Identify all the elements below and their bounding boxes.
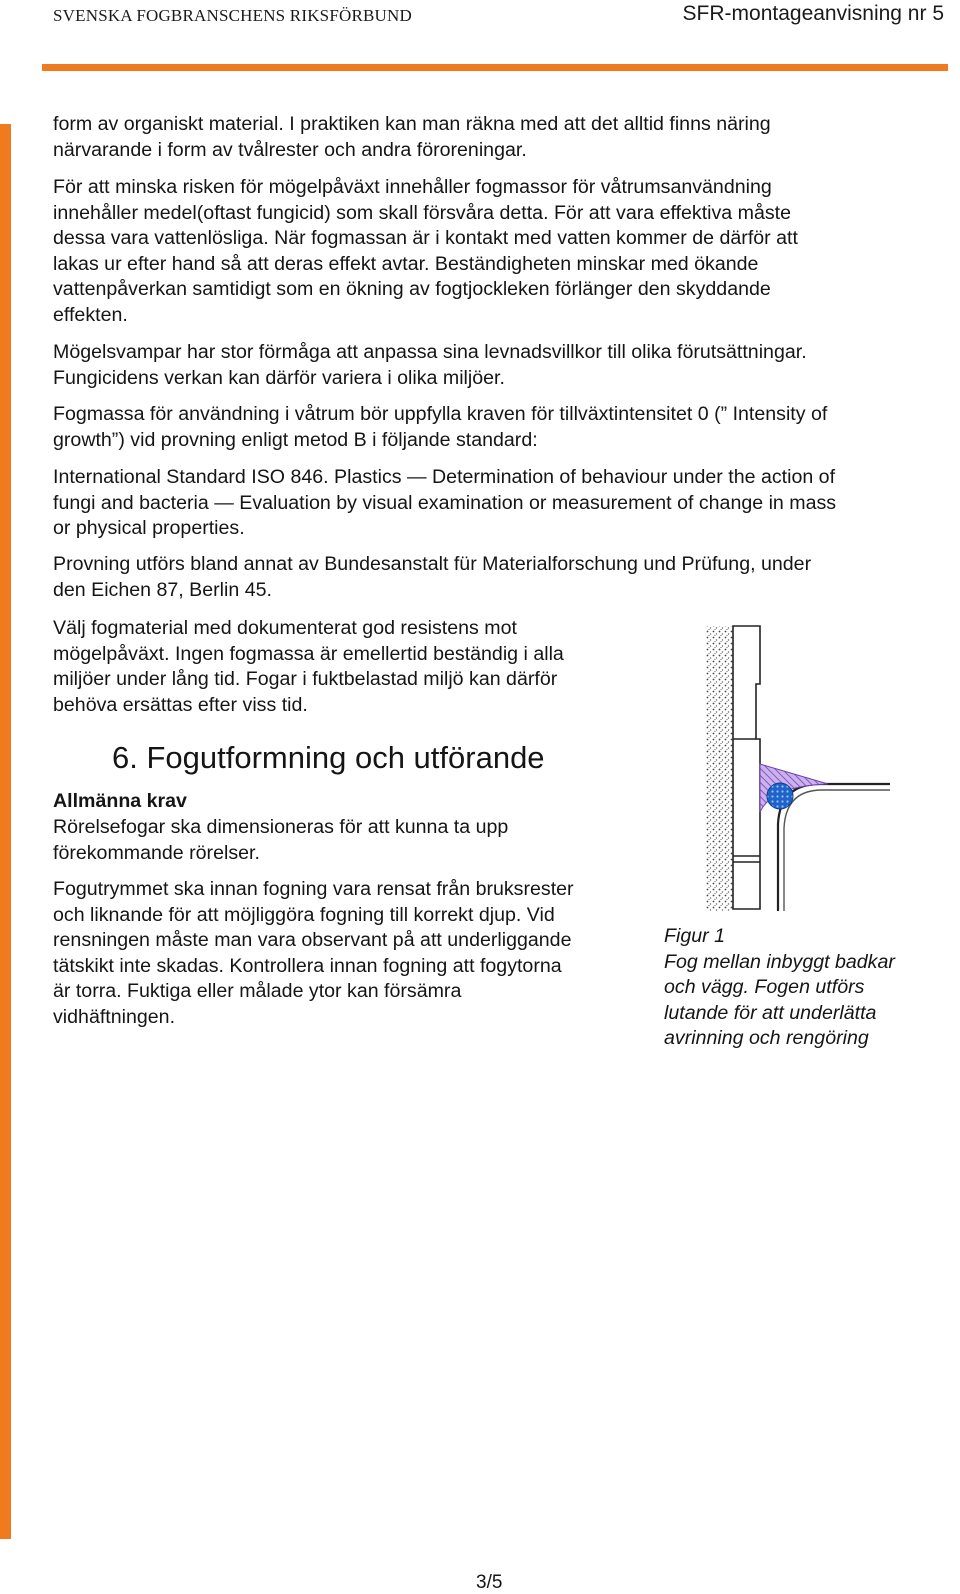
caption-line: Fog mellan inbyggt badkar — [664, 950, 895, 973]
text-line: Välj fogmaterial med dokumenterat god resistens mot — [53, 617, 517, 639]
text-line: närvarande i form av tvålrester och andra föroreningar. — [53, 138, 527, 161]
text-line: dessa vara vattenlösliga. När fogmassan är i kontakt med vatten kommer de därför att — [53, 227, 798, 249]
paragraph-5 — [53, 552, 811, 603]
margin-bar — [0, 124, 11, 1539]
paragraph-1 — [53, 175, 798, 328]
text-line: vidhäftningen. — [53, 1005, 176, 1028]
page-number: 3/5 — [476, 1572, 503, 1593]
sub-heading: Allmänna krav — [53, 790, 187, 812]
backer-rod — [767, 783, 793, 809]
text-line: vattenpåverkan samtidigt som en ökning av fogtjockleken förlänger den skyddande — [53, 278, 771, 300]
text-line: Fogutrymmet ska innan fogning vara rensat från bruksrester — [53, 878, 574, 900]
paragraph-4 — [53, 465, 836, 542]
text-line: effekten. — [53, 303, 128, 326]
text-line: mögelpåväxt. Ingen fogmassa är emellertid beständig i alla — [53, 642, 564, 665]
paragraph-6 — [53, 616, 564, 718]
text-line: Mögelsvampar har stor förmåga att anpassa sina levnadsvillkor till olika förutsättningar. — [53, 341, 807, 363]
section-heading: 6. Fogutformning och utförande — [112, 740, 545, 775]
text-line: behöva ersättas efter viss tid. — [53, 693, 308, 716]
paragraph-2 — [53, 340, 807, 391]
paragraph-3 — [53, 402, 827, 453]
text-line: Fogmassa för användning i våtrum bör uppfylla kraven för tillväxtintensitet 0 (” Intensity of — [53, 403, 828, 425]
bathtub-rim-inner — [784, 790, 890, 911]
text-line: Provning utförs bland annat av Bundesanstalt für Materialforschung und Prüfung, under — [53, 553, 812, 575]
figure-label: Figur 1 — [664, 925, 725, 947]
text-line: den Eichen 87, Berlin 45. — [53, 578, 272, 601]
text-line: Rörelsefogar ska dimensioneras för att kunna ta upp — [53, 816, 509, 838]
text-line: growth”) vid provning enligt metod B i följande standard: — [53, 428, 538, 451]
caption-line: avrinning och rengöring — [664, 1027, 869, 1049]
text-line: För att minska risken för mögelpåväxt innehåller fogmassor för våtrumsanvändning — [53, 176, 772, 198]
text-line: och liknande för att möjliggöra fogning till korrekt djup. Vid — [53, 903, 555, 926]
text-line: rensningen måste man vara observant på att underliggande — [53, 929, 572, 951]
text-line: International Standard ISO 846. Plastics — Determination of behaviour under the action of — [53, 466, 836, 488]
caption-line: lutande för att underlätta — [664, 1001, 877, 1024]
text-line: innehåller medel(oftast fungicid) som skall försvåra detta. För att vara effektiva måste — [53, 201, 791, 224]
header-document-title: SFR-montageanvisning nr 5 — [682, 2, 944, 25]
text-line: Fungicidens verkan kan därför variera i olika miljöer. — [53, 366, 505, 389]
text-line: fungi and bacteria — Evaluation by visual examination or measurement of change in mass — [53, 491, 837, 514]
bathtub-rim — [778, 784, 890, 911]
text-line: är torra. Fuktiga eller målade ytor kan försämra — [53, 980, 462, 1002]
section-paragraph-0 — [53, 815, 508, 866]
figure-caption — [664, 924, 944, 1052]
wall-concrete — [705, 626, 733, 911]
paragraph-0 — [53, 112, 771, 163]
caption-line: och vägg. Fogen utförs — [664, 976, 865, 998]
text-line: tätskikt inte skadas. Kontrollera innan fogning att fogytorna — [53, 954, 562, 977]
section-paragraph-1 — [53, 877, 574, 1030]
wall-tile-layer — [733, 626, 760, 909]
text-line: miljöer under lång tid. Fogar i fuktbelastad miljö kan därför — [53, 668, 558, 690]
text-line: lakas ur efter hand så att deras effekt avtar. Beständigheten minskar med ökande — [53, 252, 759, 275]
header-organization: SVENSKA FOGBRANSCHENS RIKSFÖRBUND — [53, 6, 412, 25]
bathtub-wall-joint-figure — [700, 624, 900, 914]
text-line: form av organiskt material. I praktiken kan man räkna med att det alltid finns näring — [53, 113, 771, 135]
text-line: förekommande rörelser. — [53, 841, 260, 864]
header-rule — [42, 64, 948, 71]
text-line: or physical properties. — [53, 517, 245, 539]
